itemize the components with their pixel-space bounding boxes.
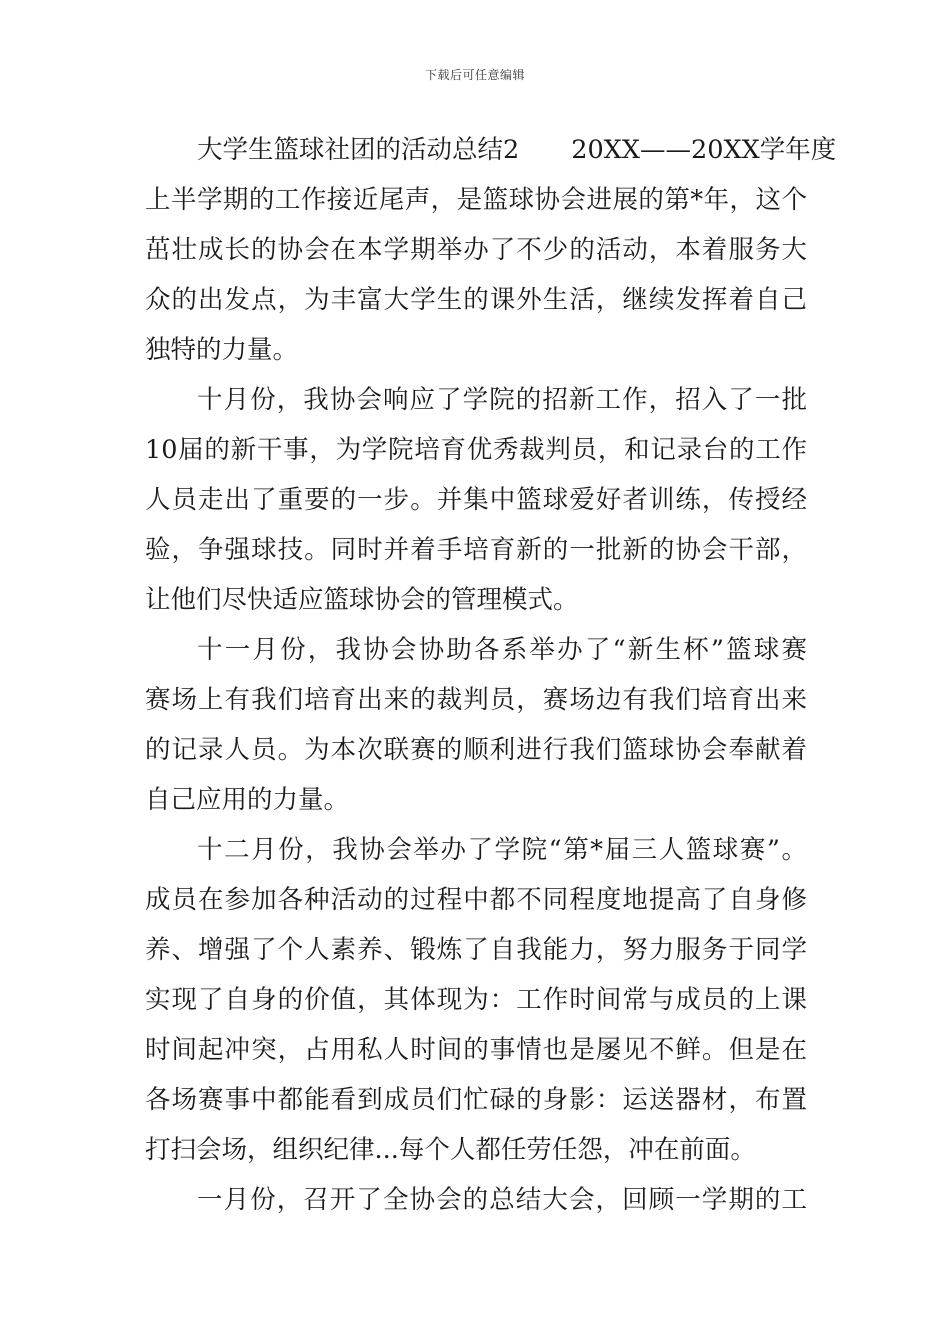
text-line: 自己应用的力量。 [145,785,350,815]
academic-year: 20XX——20XX学年度 [571,135,837,165]
text-line: 的记录人员。为本次联赛的顺利进行我们篮球协会奉献着 [145,735,807,765]
text-line: 验，争强球技。同时并着手培育新的一批新的协会干部， [145,535,807,565]
text-line: 人员走出了重要的一步。并集中篮球爱好者训练，传授经 [145,485,807,515]
text-line: 十二月份，我协会举办了学院“第*届三人篮球赛”。 [197,835,807,865]
text-line: 各场赛事中都能看到成员们忙碌的身影：运送器材，布置 [145,1085,807,1115]
text-line: 成员在参加各种活动的过程中都不同程度地提高了自身修 [145,885,807,915]
text-line: 一月份，召开了全协会的总结大会，回顾一学期的工 [197,1185,807,1215]
text-line: 上半学期的工作接近尾声，是篮球协会进展的第*年，这个 [145,185,807,215]
document-body [145,125,837,1225]
text-line: 十月份，我协会响应了学院的招新工作，招入了一批 [197,385,807,415]
text-line: 10届的新干事，为学院培育优秀裁判员，和记录台的工作 [145,435,807,465]
text-line: 独特的力量。 [145,335,299,365]
text-line: 时间起冲突，占用私人时间的事情也是屡见不鲜。但是在 [145,1035,807,1065]
text-line: 十一月份，我协会协助各系举办了“新生杯”篮球赛 [197,635,807,665]
text-line: 打扫会场，组织纪律...每个人都任劳任怨，冲在前面。 [145,1135,756,1165]
text-line: 养、增强了个人素养、锻炼了自我能力，努力服务于同学 [145,935,807,965]
text-line: 实现了自身的价值，其体现为：工作时间常与成员的上课 [145,985,807,1015]
page-header: 下载后可任意编辑 [424,68,525,82]
text-line: 茁壮成长的协会在本学期举办了不少的活动，本着服务大 [145,235,807,265]
text-line: 让他们尽快适应篮球协会的管理模式。 [145,585,579,615]
text-line: 赛场上有我们培育出来的裁判员，赛场边有我们培育出来 [145,685,807,715]
text-line: 众的出发点，为丰富大学生的课外生活，继续发挥着自己 [145,285,807,315]
title-line [145,125,837,175]
paragraph-lines [145,175,807,1225]
document-title: 大学生篮球社团的活动总结2 [197,135,520,165]
